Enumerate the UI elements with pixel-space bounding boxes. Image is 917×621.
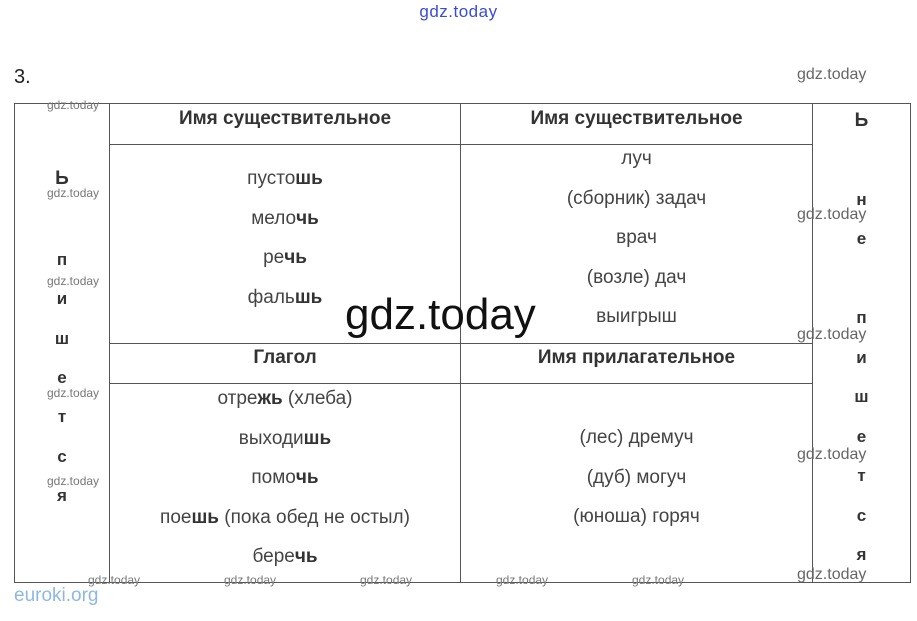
list-item: мелочь: [251, 207, 319, 229]
list-item: пустошь: [247, 168, 323, 189]
caption-letter: с: [856, 506, 867, 525]
watermark: gdz.today: [47, 186, 100, 200]
caption-letter: т: [857, 466, 866, 485]
watermark: gdz.today: [47, 474, 100, 488]
list-item: (юноша) горяч: [573, 506, 700, 527]
list-item: фальшь: [247, 286, 323, 308]
caption-letter: я: [856, 545, 867, 564]
task-number: 3.: [14, 66, 31, 88]
caption-letter: я: [57, 486, 67, 505]
caption-letter: Ь: [55, 168, 69, 189]
caption-letter: п: [856, 308, 867, 327]
header-noun-left: Имя существительное: [178, 108, 392, 129]
list-item: выходишь: [238, 427, 332, 449]
list-item: выигрыш: [596, 306, 677, 327]
verbs: [110, 379, 460, 577]
watermark: gdz.today: [797, 206, 867, 223]
caption-letter: ш: [854, 387, 869, 406]
watermark: gdz.today: [360, 573, 413, 587]
top-watermark: gdz.today: [419, 2, 498, 21]
watermark: gdz.today: [224, 573, 277, 587]
header-noun-right: Имя существительное: [530, 108, 743, 129]
header-verb: Глагол: [253, 347, 317, 368]
list-item: (лес) дремуч: [579, 427, 694, 448]
caption-letter: ш: [54, 329, 70, 348]
watermark: gdz.today: [47, 274, 100, 288]
caption-letter: и: [856, 348, 867, 367]
list-item: (возле) дач: [586, 266, 687, 288]
watermark: gdz.today: [797, 66, 867, 83]
watermark: gdz.today: [797, 566, 867, 583]
watermark: gdz.today: [797, 326, 867, 343]
divider: [109, 343, 812, 344]
caption-letter: и: [56, 289, 68, 308]
list-item: речь: [263, 247, 307, 268]
left-caption: [15, 104, 109, 582]
caption-letter: с: [57, 447, 67, 466]
list-item: беречь: [252, 546, 318, 567]
header-adjective: Имя прилагательное: [537, 347, 736, 368]
watermark: gdz.today: [47, 98, 100, 112]
list-item: (дуб) могуч: [586, 466, 687, 488]
list-item: помочь: [251, 467, 319, 488]
list-item: отрежь (хлеба): [217, 388, 353, 409]
list-item: врач: [616, 227, 657, 248]
footer-watermark: euroki.org: [14, 585, 99, 606]
caption-letter: е: [856, 229, 867, 248]
caption-letter: е: [57, 368, 67, 387]
list-item: поешь (пока обед не остыл): [160, 506, 410, 528]
caption-letter: п: [56, 250, 68, 269]
caption-letter: н: [856, 190, 867, 209]
watermark: gdz.today: [496, 573, 549, 587]
caption-letter: т: [57, 407, 67, 426]
watermark: gdz.today: [47, 386, 100, 400]
watermark: gdz.today: [632, 573, 685, 587]
caption-letter: е: [856, 427, 867, 446]
list-item: луч: [621, 148, 652, 169]
list-item: (сборник) задач: [566, 187, 707, 209]
caption-letter: Ь: [854, 110, 869, 131]
watermark: gdz.today: [88, 573, 141, 587]
soft-sign-table: [14, 103, 911, 583]
big-watermark: gdz.today: [345, 290, 536, 339]
adjectives: [461, 418, 812, 537]
watermark: gdz.today: [797, 446, 867, 463]
